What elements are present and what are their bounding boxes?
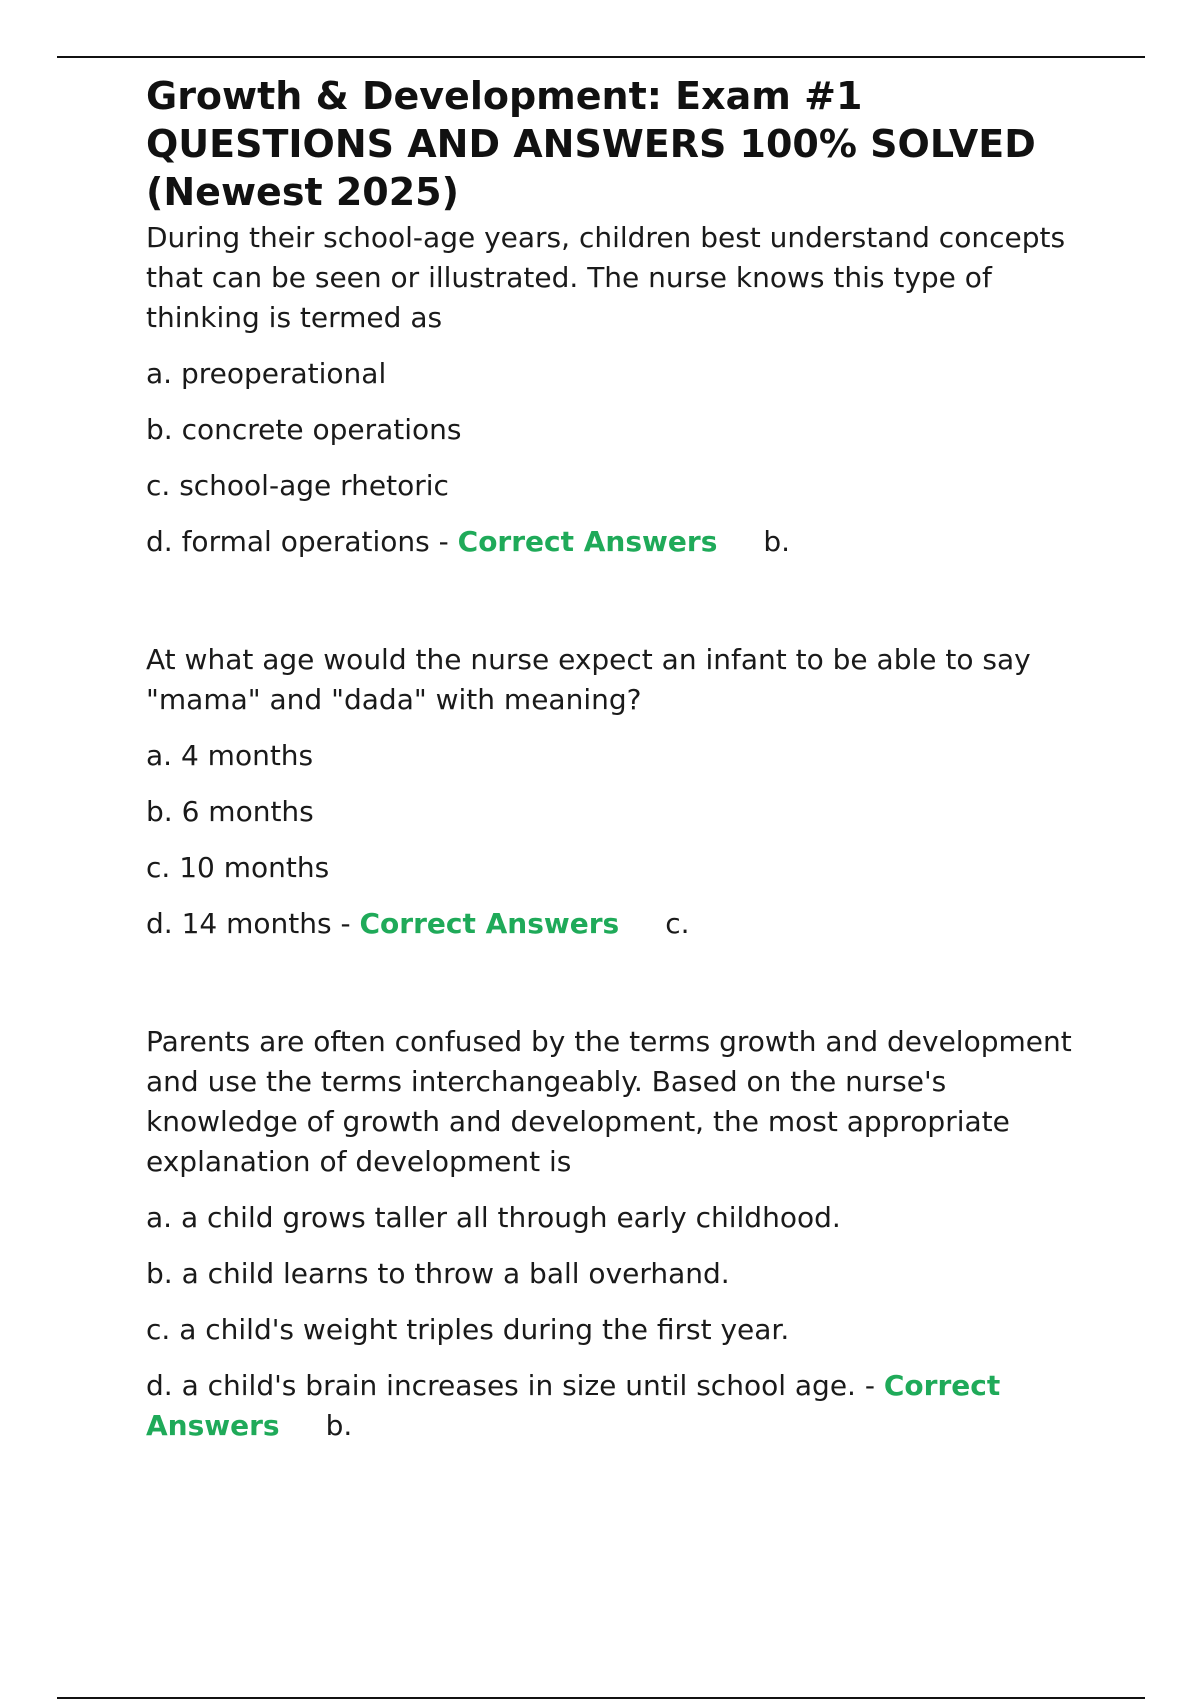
question-block	[146, 1022, 1106, 1446]
answer-option: b. 6 months	[146, 795, 314, 828]
answer-option: c. a child's weight triples during the first year.	[146, 1313, 790, 1346]
answer-option: a. preoperational	[146, 357, 387, 390]
answer-option-last	[146, 904, 1106, 944]
document-body	[146, 72, 1106, 1446]
correct-answers-label: Correct Answers	[359, 907, 620, 940]
question-prompt: Parents are often confused by the terms growth and development and use the terms interchangeably. Based on the nurse's knowledge of growth and development, the most appropriate explanation of development is	[146, 1025, 1072, 1178]
question-prompt: At what age would the nurse expect an infant to be able to say "mama" and "dada" with meaning?	[146, 643, 1031, 716]
question-block	[146, 218, 1106, 562]
correct-answer-value: b.	[763, 525, 791, 558]
answer-option-last	[146, 522, 1106, 562]
top-rule	[57, 56, 1145, 58]
answer-option: b. a child learns to throw a ball overhand.	[146, 1257, 730, 1290]
answer-option: a. 4 months	[146, 739, 314, 772]
bottom-rule	[57, 1697, 1145, 1699]
answer-option: b. concrete operations	[146, 413, 462, 446]
question-prompt: During their school-age years, children best understand concepts that can be seen or illustrated. The nurse knows this type of thinking is termed as	[146, 221, 1066, 334]
option-text: d. 14 months -	[146, 907, 351, 940]
answer-option: a. a child grows taller all through early childhood.	[146, 1201, 841, 1234]
question-block	[146, 640, 1106, 944]
answer-option: c. school-age rhetoric	[146, 469, 449, 502]
answer-option: c. 10 months	[146, 851, 330, 884]
option-text: d. formal operations -	[146, 525, 449, 558]
correct-answer-value: b.	[325, 1409, 353, 1442]
correct-answers-label: Correct Answers	[146, 1369, 1001, 1442]
answer-option-last	[146, 1366, 1106, 1446]
document-title: Growth & Development: Exam #1 QUESTIONS AND ANSWERS 100% SOLVED (Newest 2025)	[146, 74, 1036, 214]
option-text: d. a child's brain increases in size until school age. -	[146, 1369, 875, 1402]
correct-answers-label: Correct Answers	[457, 525, 718, 558]
correct-answer-value: c.	[665, 907, 690, 940]
